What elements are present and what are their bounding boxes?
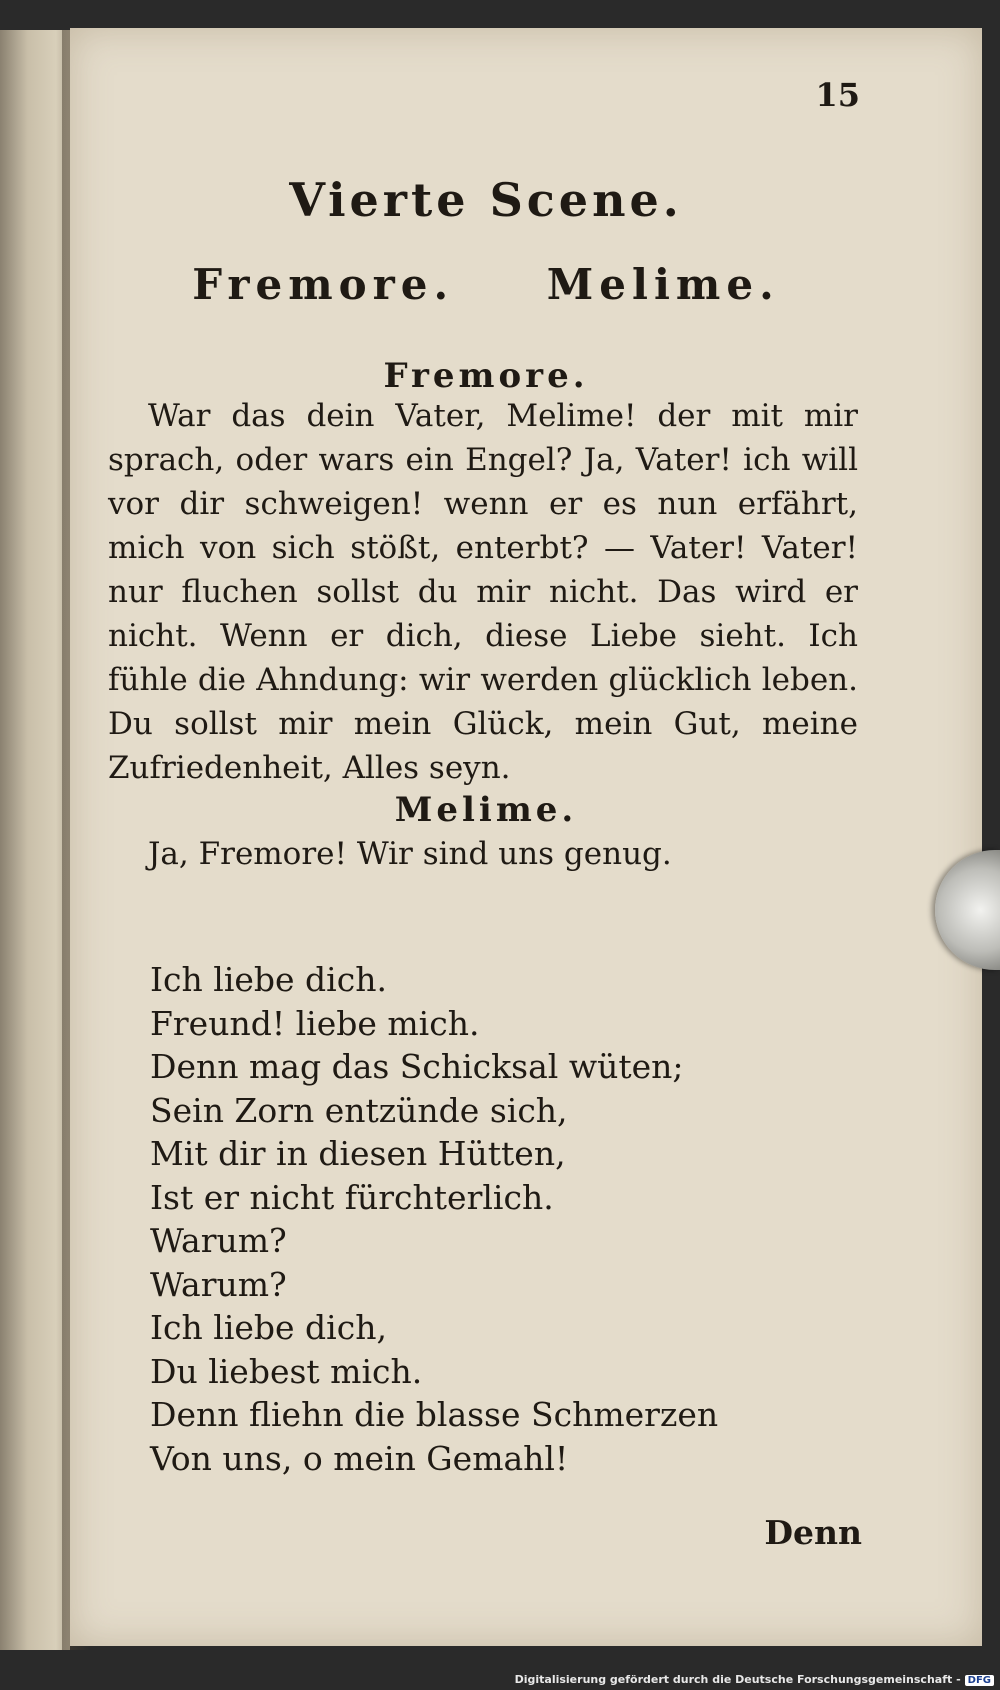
cast-member-fremore: Fremore. (192, 260, 455, 309)
speech-melime-text: Ja, Fremore! Wir sind uns genug. (148, 836, 672, 872)
dfg-logo: DFG (965, 1675, 994, 1686)
verse-line: Warum? (150, 1221, 287, 1260)
verse-line: Denn fliehn die blasse Schmerzen (150, 1395, 719, 1434)
catchword: Denn (764, 1513, 862, 1552)
speech-fremore (108, 394, 858, 790)
verse-line: Denn mag das Schicksal wüten; (150, 1047, 684, 1086)
verse-line: Freund! liebe mich. (150, 1003, 480, 1043)
song-verse (150, 958, 718, 1480)
verse-line: Sein Zorn entzünde sich, (150, 1090, 568, 1130)
verse-line: Ich liebe dich. (150, 960, 387, 999)
verse-line: Ist er nicht fürchterlich. (150, 1177, 554, 1217)
speech-fremore-text: War das dein Vater, Melime! der mit mir sprach, oder wars ein Engel? Ja, Vater! ich will vor dir schweigen! wenn er es nun erfährt, mich von sich stößt, enterbt? — Vater! Vater! nur fluchen sollst du mir nicht. Das wird er nicht. Wenn er dich, diese Liebe sieht. Ich fühle die Ahndung: wir werden glücklich leben. Du sollst mir mein Glück, mein Gut, meine Zufriedenheit, Alles seyn. (108, 398, 858, 786)
credit-text: Digitalisierung gefördert durch die Deutsche Forschungsgemeinschaft - (514, 1673, 961, 1686)
cast-member-melime: Melime. (546, 260, 780, 309)
page-number: 15 (815, 76, 860, 114)
speaker-melime: Melime. (394, 790, 578, 830)
left-page-edge (0, 30, 70, 1650)
verse-line: Du liebest mich. (150, 1351, 423, 1391)
verse-line: Warum? (150, 1264, 287, 1304)
verse-line: Mit dir in diesen Hütten, (150, 1134, 566, 1173)
speech-melime (108, 832, 858, 876)
cast-list (70, 260, 902, 309)
book-page (70, 28, 982, 1646)
scene-title: Vierte Scene. (289, 173, 683, 227)
verse-line: Ich liebe dich, (150, 1308, 387, 1347)
verse-line: Von uns, o mein Gemahl! (150, 1438, 569, 1478)
digitization-credit (515, 1673, 994, 1686)
speaker-fremore: Fremore. (383, 356, 589, 396)
